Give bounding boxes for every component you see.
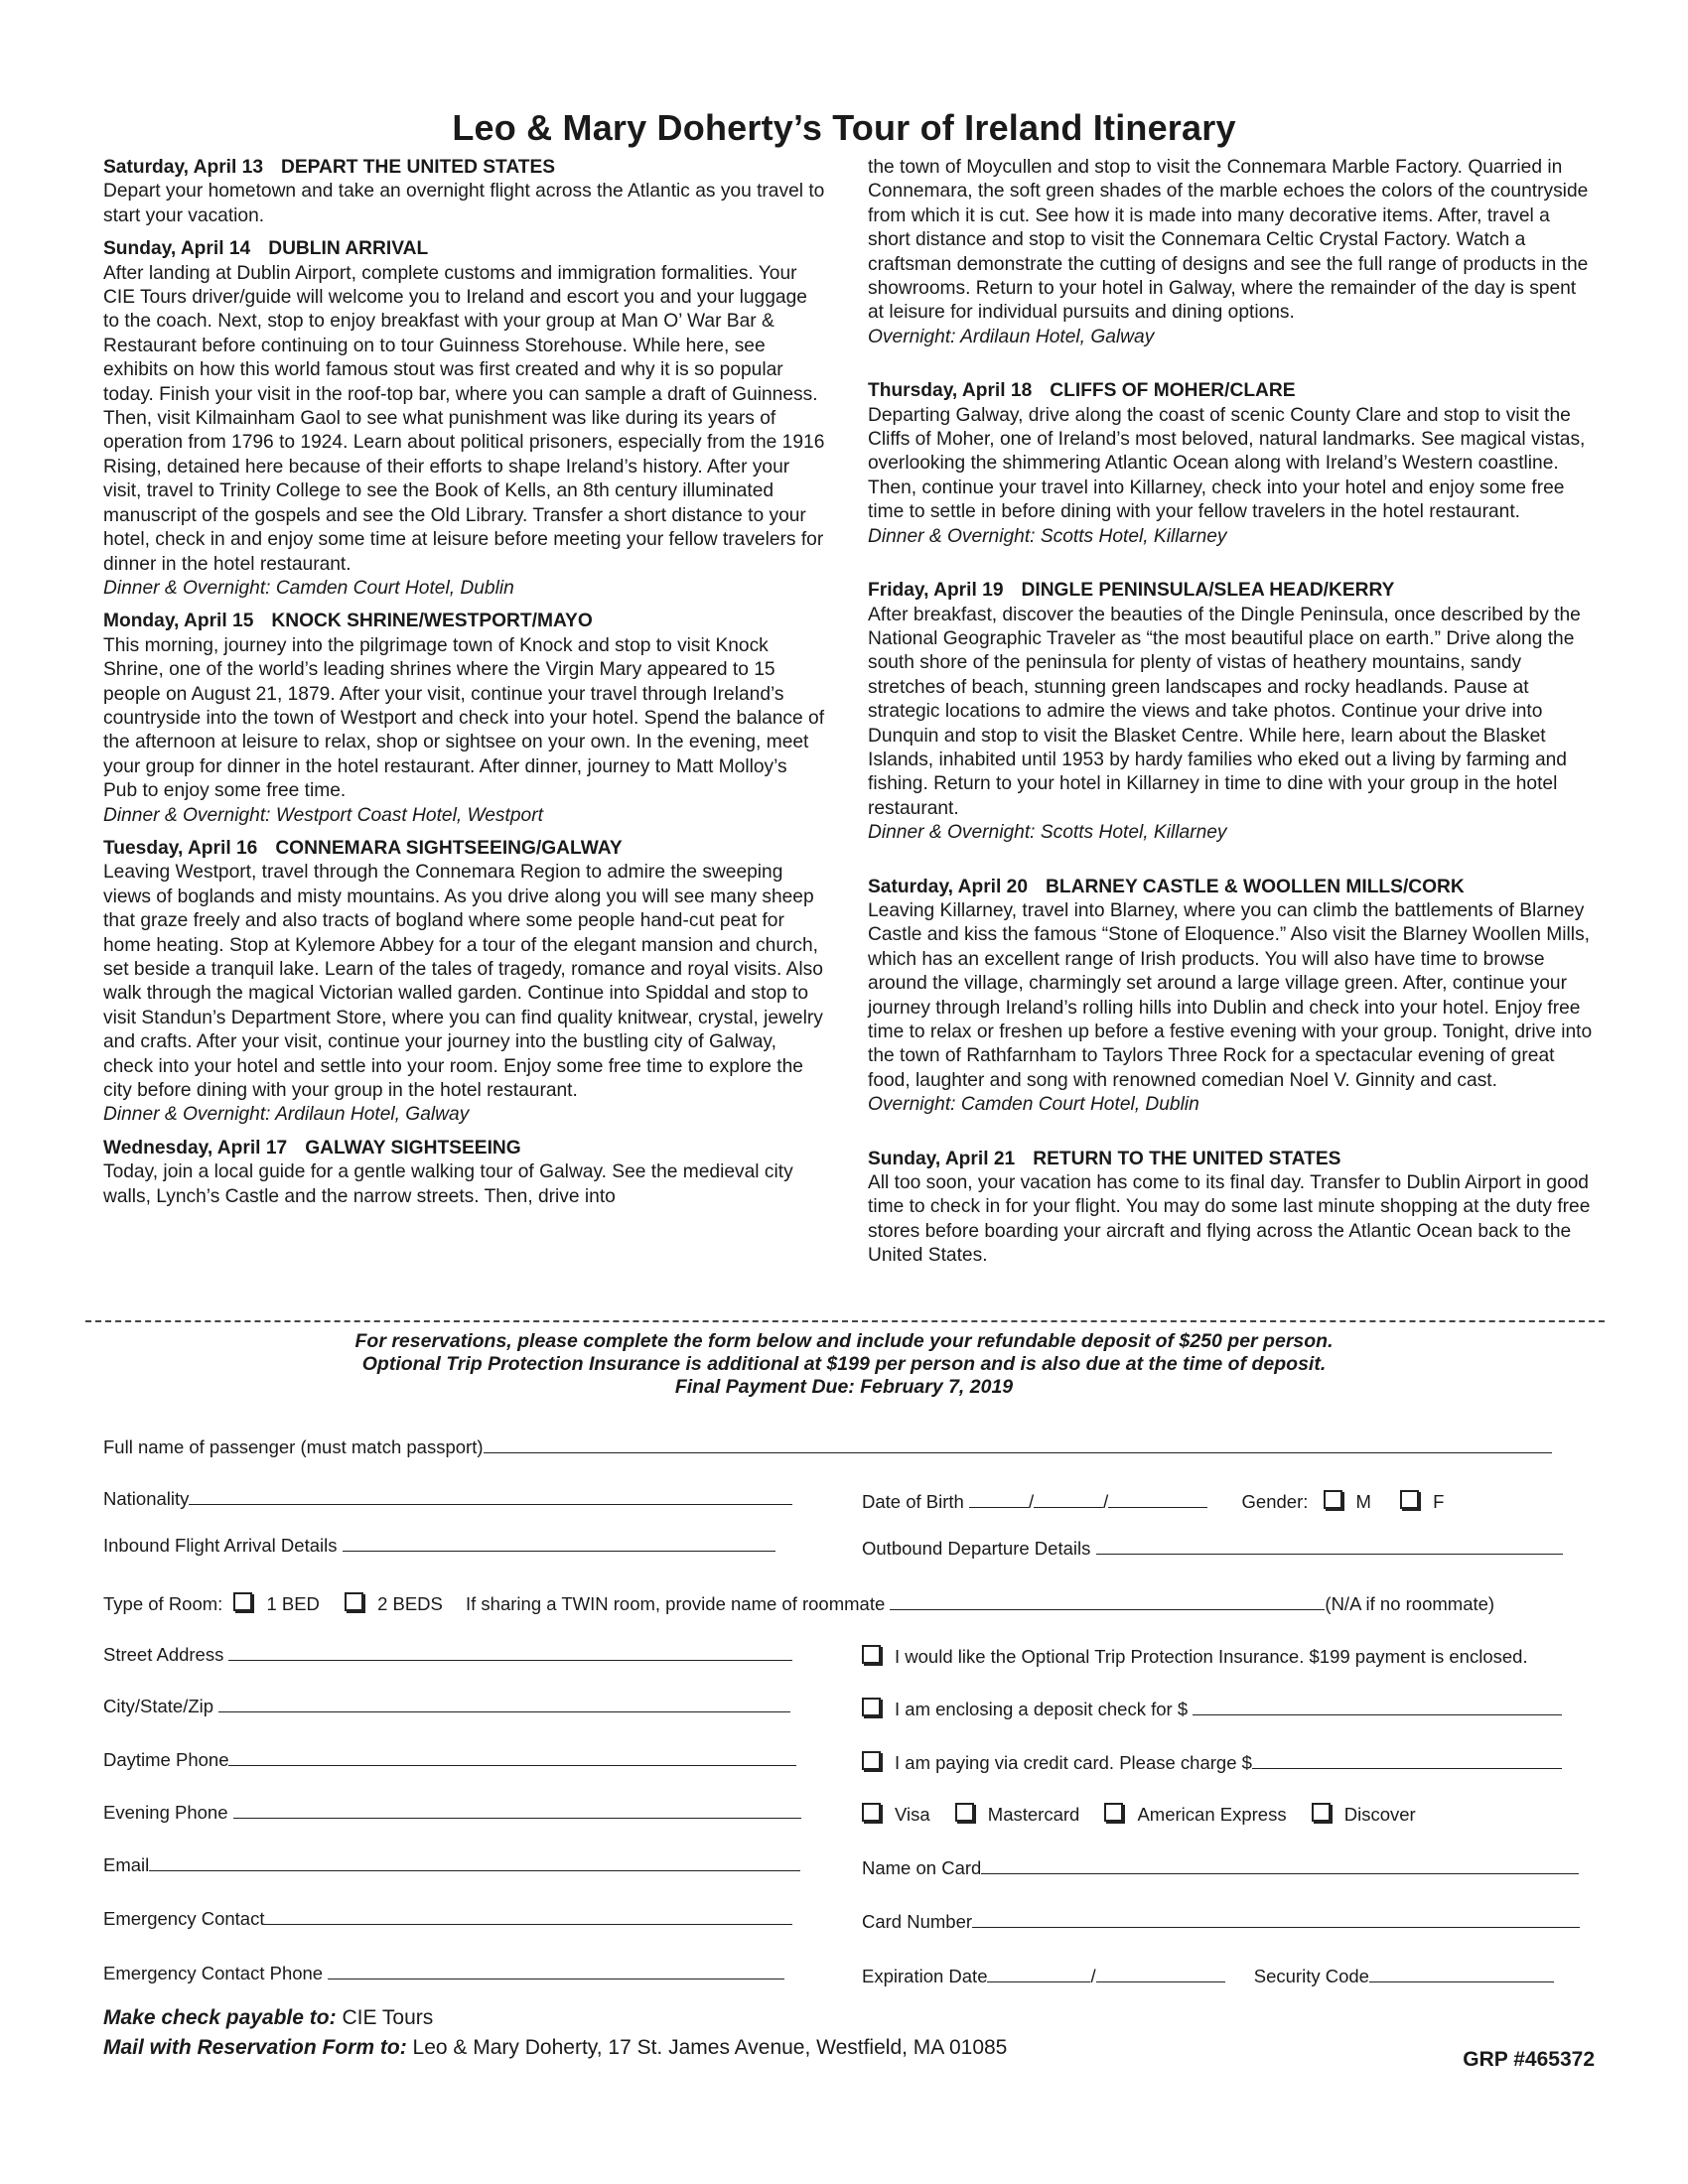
day-phone-label: Daytime Phone (103, 1749, 229, 1770)
day-date: Thursday, April 18 (868, 380, 1033, 402)
security-code-label: Security Code (1253, 1966, 1369, 1986)
na-note: (N/A if no roommate) (1325, 1593, 1495, 1614)
notice-line: Optional Trip Protection Insurance is additional at $199 per person and is also due at the time of deposit. (361, 1353, 1327, 1375)
emergency-field[interactable] (264, 1906, 792, 1925)
day-destination: CLIFFS OF MOHER/CLARE (1050, 380, 1296, 402)
final-payment-due: Final Payment Due: February 7, 2019 (674, 1376, 1014, 1398)
day-description: Leaving Westport, travel through the Connemara Region to admire the sweeping views of boglands and misty mountains. As you drive along you will see many sheep that graze freely and also tracts of bogland where some people hand-cut peat for home heating. Stop at Kylemore Abbey for a tour of the elegant mansion and church, set beside a tranquil lake. Learn of the tales of tragedy, romance and royal visits. Also walk through the magical Victorian walled garden. Continue into Spiddal and stop to visit Standun’s Department Store, where you can find quality knitwear, crystal, jewelry and crafts. After your visit, continue your journey into the bustling city of Galway, check into your hotel and settle into your room. Enjoy some free time to explore the city before dining with your group in the hotel restaurant. (103, 862, 823, 1102)
emergency-phone-field[interactable] (328, 1961, 784, 1979)
credit-card-row (862, 1750, 1562, 1775)
insurance-checkbox[interactable] (862, 1645, 881, 1664)
day-overnight: Dinner & Overnight: Scotts Hotel, Killarney (868, 525, 1227, 547)
day-phone-row (103, 1747, 796, 1772)
gender-f-label: F (1433, 1491, 1445, 1512)
emergency-row (103, 1906, 792, 1931)
exp-separator: / (1090, 1966, 1096, 1986)
expiration-label: Expiration Date (862, 1966, 988, 1986)
day-entry (868, 579, 1593, 845)
eve-phone-field[interactable] (233, 1800, 801, 1819)
street-field[interactable] (228, 1642, 792, 1661)
street-row (103, 1642, 792, 1667)
day-date: Sunday, April 21 (868, 1148, 1016, 1169)
deposit-amount-field[interactable] (1193, 1697, 1562, 1715)
dob-day-field[interactable] (1034, 1489, 1103, 1508)
charge-amount-field[interactable] (1252, 1750, 1562, 1769)
day-date: Saturday, April 20 (868, 876, 1029, 897)
full-name-row (103, 1434, 1552, 1459)
email-label: Email (103, 1854, 150, 1875)
page-title: Leo & Mary Doherty’s Tour of Ireland Itinerary (452, 107, 1236, 148)
mastercard-label: Mastercard (987, 1804, 1080, 1825)
gender-label: Gender: (1241, 1491, 1309, 1512)
day-overnight: Dinner & Overnight: Scotts Hotel, Killarney (868, 822, 1227, 844)
day-description: Leaving Killarney, travel into Blarney, where you can climb the battlements of Blarney Castle and kiss the famous “Stone of Eloquence.” Also visit the Blarney Woollen Mills, which has an excellent range of Irish products. You will also have time to browse around the village, charmingly set around a large village green. After, continue your journey through Ireland’s rolling hills into Dublin and check into your hotel. Enjoy free time to relax or freshen up before a festive evening with your group. Tonight, drive into the town of Rathfarnham to Taylors Three Rock for a spectacular evening of great food, laughter and song with renowned comedian Noel V. Ginnity and cast. (868, 899, 1593, 1091)
day-description: After breakfast, discover the beauties of the Dingle Peninsula, once described by the National Geographic Traveler as “the most beautiful place on earth.” Drive along the south shore of the peninsula for plenty of vistas of heathery mountains, sandy stretches of beach, stunning green landscapes and rocky headlands. Pause at strategic locations to admire the views and take photos. Continue your drive into Dunquin and stop to visit the Blasket Centre. While here, learn about the Blasket Islands, inhabited until 1953 by hardy families who eked out a living by farming and fishing. Return to your hotel in Killarney in time to dine with your group in the hotel restaurant. (868, 604, 1581, 819)
day-destination: GALWAY SIGHTSEEING (305, 1137, 521, 1159)
card-type-row (862, 1803, 1416, 1827)
day-overnight: Dinner & Overnight: Camden Court Hotel, Dublin (103, 577, 514, 599)
one-bed-checkbox[interactable] (233, 1592, 252, 1611)
day-description: the town of Moycullen and stop to visit the Connemara Marble Factory. Quarried in Connemara, the soft green shades of the marble echoes the colors of the countryside from which it is cut. See how it is made into many decorative items. After, travel a short distance and stop to visit the Connemara Celtic Crystal Factory. Watch a craftsman demonstrate the cutting of designs and see the full range of products in the showrooms. Return to your hotel in Galway, where the remainder of the day is spent at leisure for individual pursuits and dining options. (868, 157, 1589, 324)
day-date: Monday, April 15 (103, 611, 254, 632)
full-name-field[interactable] (484, 1434, 1552, 1453)
deposit-checkbox[interactable] (862, 1698, 881, 1716)
day-heading (103, 837, 826, 861)
deposit-row (862, 1697, 1562, 1721)
card-number-field[interactable] (972, 1909, 1580, 1928)
day-overnight: Dinner & Overnight: Ardilaun Hotel, Galway (103, 1104, 470, 1126)
dob-month-field[interactable] (969, 1489, 1029, 1508)
day-heading (868, 579, 1593, 603)
city-field[interactable] (218, 1694, 790, 1712)
card-number-label: Card Number (862, 1911, 973, 1932)
day-destination: RETURN TO THE UNITED STATES (1033, 1148, 1341, 1169)
itinerary-left-column (103, 156, 826, 1209)
day-heading (868, 876, 1593, 899)
nationality-label: Nationality (103, 1488, 190, 1509)
day-description: This morning, journey into the pilgrimage town of Knock and stop to visit Knock Shrine, one of the world’s leading shrines where the Virgin Mary appeared to 15 people on August 21, 1879. After your visit, continue your travel through Ireland’s countryside into the town of Westport and check into your hotel. Spend the balance of the afternoon at leisure to relax, shop or sightsee on your own. In the evening, meet your group for dinner in the hotel restaurant. After dinner, journey to Matt Molloy’s Pub to enjoy some free time. (103, 634, 825, 802)
one-bed-label: 1 BED (266, 1593, 320, 1614)
dob-separator: / (1028, 1491, 1035, 1512)
email-field[interactable] (149, 1852, 800, 1871)
day-entry (868, 1148, 1593, 1269)
twin-roommate-label: If sharing a TWIN room, provide name of roommate (466, 1593, 886, 1614)
dob-year-field[interactable] (1108, 1489, 1207, 1508)
reservation-notice (0, 1330, 1688, 1399)
day-description: After landing at Dublin Airport, complete customs and immigration formalities. Your CIE Tours driver/guide will welcome you to Ireland and escort you and your luggage to the coach. Next, stop to enjoy breakfast with your group at Man O’ War Bar & Restaurant before continuing on to tour Guinness Storehouse. While here, see exhibits on how this world famous stout was first created and why it is so popular today. Finish your visit in the roof-top bar, where you can sample a draft of Guinness. Then, visit Kilmainham Gaol to see what punishment was like during its years of operation from 1796 to 1924. Learn about political prisoners, especially from the 1916 Rising, detained here because of their efforts to shape Ireland’s history. After your visit, travel to Trinity College to see the Book of Kells, an 8th century illuminated manuscript of the gospels and see the Old Library. Transfer a short distance to your hotel, check in and enjoy some time at leisure before meeting your fellow travelers for dinner in the hotel restaurant. (103, 262, 825, 575)
dob-label: Date of Birth (862, 1491, 964, 1512)
exp-month-field[interactable] (987, 1964, 1090, 1982)
mail-to-label: Mail with Reservation Form to: (103, 2036, 407, 2059)
emergency-phone-label: Emergency Contact Phone (103, 1963, 324, 1983)
amex-checkbox[interactable] (1104, 1803, 1123, 1822)
nationality-row (103, 1486, 792, 1511)
name-on-card-field[interactable] (981, 1855, 1579, 1874)
deposit-label: I am enclosing a deposit check for $ (895, 1699, 1189, 1719)
day-destination: BLARNEY CASTLE & WOOLLEN MILLS/CORK (1046, 876, 1465, 897)
discover-checkbox[interactable] (1312, 1803, 1331, 1822)
street-label: Street Address (103, 1644, 224, 1665)
day-overnight: Overnight: Ardilaun Hotel, Galway (868, 326, 1155, 347)
emergency-label: Emergency Contact (103, 1908, 265, 1929)
day-destination: DUBLIN ARRIVAL (268, 238, 429, 260)
dob-row (862, 1489, 1444, 1514)
day-destination: CONNEMARA SIGHTSEEING/GALWAY (275, 837, 623, 859)
day-date: Saturday, April 13 (103, 157, 264, 178)
emergency-phone-row (103, 1961, 784, 1985)
room-type-row (103, 1591, 1494, 1616)
day-entry (103, 610, 826, 828)
day-entry (103, 237, 826, 601)
check-payable-label: Make check payable to: (103, 2006, 337, 2029)
inbound-field[interactable] (343, 1533, 775, 1552)
day-destination: KNOCK SHRINE/WESTPORT/MAYO (271, 611, 593, 632)
city-row (103, 1694, 790, 1718)
day-overnight: Dinner & Overnight: Westport Coast Hotel, Westport (103, 804, 543, 826)
two-beds-checkbox[interactable] (345, 1592, 363, 1611)
itinerary-right-column (868, 156, 1593, 1269)
gender-m-checkbox[interactable] (1324, 1490, 1342, 1509)
room-type-label: Type of Room: (103, 1593, 223, 1614)
day-description: Depart your hometown and take an overnight flight across the Atlantic as you travel to start your vacation. (103, 181, 825, 226)
visa-checkbox[interactable] (862, 1803, 881, 1822)
day-date: Wednesday, April 17 (103, 1137, 288, 1159)
group-number: GRP #465372 (1463, 2048, 1595, 2071)
eve-phone-row (103, 1800, 801, 1825)
card-number-row (862, 1909, 1580, 1934)
cut-line-divider (85, 1320, 1605, 1322)
two-beds-label: 2 BEDS (377, 1593, 443, 1614)
day-entry (103, 156, 826, 228)
day-heading (868, 1148, 1593, 1171)
nationality-field[interactable] (189, 1486, 792, 1505)
security-code-field[interactable] (1369, 1964, 1554, 1982)
eve-phone-label: Evening Phone (103, 1802, 228, 1823)
check-payable-line (103, 2005, 433, 2031)
day-entry (103, 837, 826, 1128)
credit-card-checkbox[interactable] (862, 1751, 881, 1770)
name-on-card-label: Name on Card (862, 1857, 982, 1878)
insurance-label: I would like the Optional Trip Protection Insurance. $199 payment is enclosed. (895, 1646, 1528, 1667)
mail-to-address: Leo & Mary Doherty, 17 St. James Avenue, Westfield, MA 01085 (412, 2036, 1008, 2059)
day-description: Departing Galway, drive along the coast of scenic County Clare and stop to visit the Cliffs of Moher, one of Ireland’s most beloved, natural landmarks. See magical vistas, overlooking the shimmering Atlantic Ocean along with Ireland’s Western coastline. Then, continue your travel into Killarney, check into your hotel and enjoy some free time to settle in before dining with your fellow travelers in the hotel restaurant. (868, 404, 1586, 523)
gender-f-checkbox[interactable] (1400, 1490, 1419, 1509)
day-date: Sunday, April 14 (103, 238, 251, 260)
dob-separator: / (1103, 1491, 1109, 1512)
insurance-row (862, 1645, 1528, 1669)
outbound-label: Outbound Departure Details (862, 1538, 1091, 1559)
day-description: All too soon, your vacation has come to its final day. Transfer to Dublin Airport in good time to check in for your flight. You may do some last minute shopping at the duty free stores before boarding your aircraft and flying across the Atlantic Ocean back to the United States. (868, 1172, 1591, 1267)
day-phone-field[interactable] (228, 1747, 796, 1766)
day-date: Tuesday, April 16 (103, 837, 258, 859)
day-heading (103, 610, 826, 633)
inbound-row (103, 1533, 775, 1558)
discover-label: Discover (1343, 1804, 1416, 1825)
roommate-field[interactable] (890, 1591, 1325, 1610)
email-row (103, 1852, 800, 1877)
expiration-row (862, 1964, 1554, 1988)
notice-line: For reservations, please complete the form below and include your refundable deposit of $250 per person. (354, 1330, 1334, 1352)
inbound-label: Inbound Flight Arrival Details (103, 1535, 338, 1556)
day-heading (868, 379, 1593, 403)
day-entry (868, 379, 1593, 549)
city-label: City/State/Zip (103, 1696, 214, 1716)
credit-card-label: I am paying via credit card. Please charge $ (895, 1752, 1252, 1773)
day-heading (103, 156, 826, 180)
mail-to-line (103, 2035, 1007, 2061)
day-heading (103, 237, 826, 261)
visa-label: Visa (895, 1804, 930, 1825)
day-entry (103, 1137, 826, 1209)
exp-year-field[interactable] (1096, 1964, 1225, 1982)
outbound-row (862, 1536, 1563, 1561)
day-overnight: Overnight: Camden Court Hotel, Dublin (868, 1094, 1199, 1116)
day-date: Friday, April 19 (868, 580, 1004, 602)
amex-label: American Express (1137, 1804, 1287, 1825)
day-destination: DINGLE PENINSULA/SLEA HEAD/KERRY (1021, 580, 1395, 602)
full-name-label: Full name of passenger (must match passport) (103, 1436, 484, 1457)
check-payable-value: CIE Tours (342, 2006, 434, 2029)
name-on-card-row (862, 1855, 1579, 1880)
day-entry (868, 876, 1593, 1118)
mastercard-checkbox[interactable] (955, 1803, 974, 1822)
gender-m-label: M (1355, 1491, 1371, 1512)
day-entry-continued (868, 156, 1593, 349)
day-description: Today, join a local guide for a gentle walking tour of Galway. See the medieval city walls, Lynch’s Castle and the narrow streets. Then, drive into (103, 1161, 793, 1207)
day-destination: DEPART THE UNITED STATES (281, 157, 556, 178)
outbound-field[interactable] (1096, 1536, 1563, 1555)
day-heading (103, 1137, 826, 1160)
